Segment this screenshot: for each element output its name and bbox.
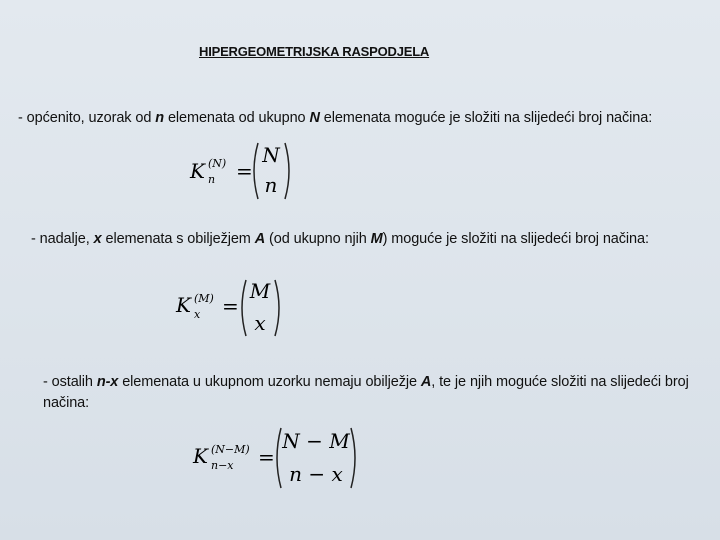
left-paren — [277, 428, 281, 488]
binomial-top: N — [262, 143, 280, 167]
variable-A: A — [420, 374, 432, 390]
formula-symbol: K — [193, 444, 208, 468]
formula-combinations-NM-nx — [191, 425, 361, 495]
binomial-bottom: n − x — [289, 462, 343, 486]
binomial-top: N − M — [282, 429, 350, 453]
formula-symbol: K — [176, 293, 191, 317]
variable-n-minus-x: n-x — [96, 374, 119, 390]
text-segment: - općenito, uzorak od — [18, 110, 156, 126]
paragraph-general-sample — [18, 108, 708, 129]
text-segment: ) moguće je složiti na slijedeći broj načina: — [382, 231, 649, 247]
text-segment: elemenata s obilježjem — [101, 231, 255, 247]
right-paren — [351, 428, 355, 488]
formula-equals: = — [236, 159, 253, 183]
text-segment: - nadalje, — [31, 231, 94, 247]
formula-symbol: K — [190, 159, 205, 183]
variable-A: A — [254, 231, 266, 247]
formula-combinations-M-x — [174, 277, 289, 343]
text-segment: elemenata od ukupno — [164, 110, 310, 126]
formula-svg — [174, 277, 289, 339]
text-segment: elemenata moguće je složiti na slijedeći broj načina: — [319, 110, 653, 126]
variable-n: n — [155, 110, 165, 126]
formula-superscript: (N−M) — [211, 443, 250, 456]
text-segment: , te je njih moguće složiti na slijedeći broj načina: — [43, 374, 689, 411]
text-segment: - ostalih — [43, 374, 97, 390]
text-segment: elemenata u ukupnom uzorku nemaju obilježje — [118, 374, 421, 390]
formula-superscript: (N) — [208, 157, 227, 170]
left-paren — [254, 143, 258, 199]
text-segment: (od ukupno njih — [265, 231, 371, 247]
binomial-top: M — [249, 279, 271, 303]
page-title: HIPERGEOMETRIJSKA RASPODJELA — [199, 44, 430, 59]
binomial-bottom: x — [254, 311, 266, 335]
formula-equals: = — [258, 445, 275, 469]
paragraph-remaining-elements — [43, 372, 693, 414]
formula-subscript: x — [194, 308, 201, 321]
formula-subscript: n — [208, 173, 216, 186]
formula-equals: = — [222, 294, 239, 318]
formula-combinations-N-n — [188, 140, 298, 206]
paragraph-attribute-A — [31, 229, 701, 250]
variable-N: N — [309, 110, 320, 126]
binomial-bottom: n — [264, 173, 278, 197]
formula-svg — [191, 425, 361, 491]
variable-M: M — [370, 231, 383, 247]
right-paren — [275, 280, 279, 336]
right-paren — [285, 143, 289, 199]
variable-x: x — [93, 231, 102, 247]
formula-superscript: (M) — [194, 292, 214, 305]
left-paren — [242, 280, 246, 336]
formula-svg — [188, 140, 298, 202]
formula-subscript: n−x — [211, 459, 234, 472]
